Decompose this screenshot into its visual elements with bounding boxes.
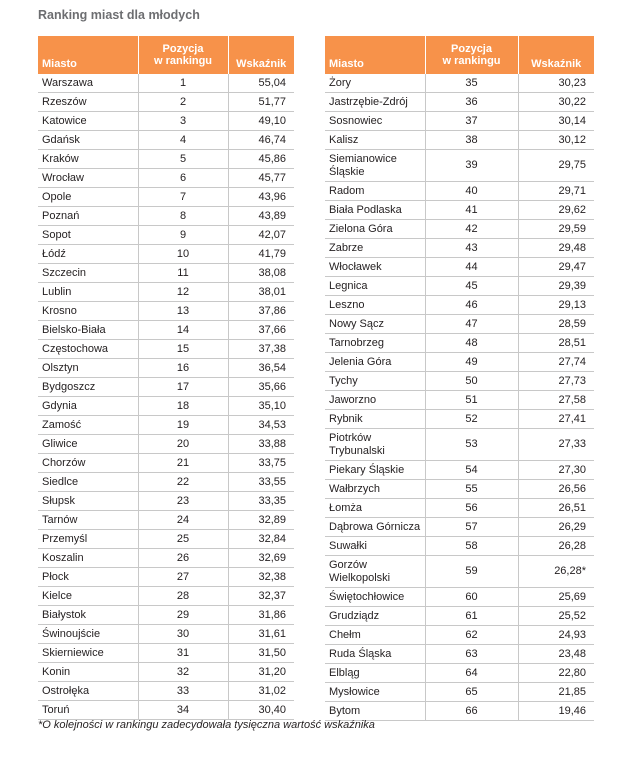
table-row: [325, 461, 594, 480]
value-cell: 29,71: [518, 182, 594, 201]
position-cell: 6: [138, 169, 228, 188]
city-cell: Świętochłowice: [325, 588, 425, 607]
city-cell: Białystok: [38, 606, 138, 625]
position-cell: 47: [425, 315, 518, 334]
position-cell: 1: [138, 74, 228, 93]
city-cell: Tarnów: [38, 511, 138, 530]
city-cell: Szczecin: [38, 264, 138, 283]
city-cell: Płock: [38, 568, 138, 587]
table-row: [38, 663, 294, 682]
value-cell: 22,80: [518, 664, 594, 683]
position-cell: 45: [425, 277, 518, 296]
table-row: [38, 625, 294, 644]
value-cell: 27,74: [518, 353, 594, 372]
city-cell: Skierniewice: [38, 644, 138, 663]
table-row: [325, 296, 594, 315]
value-cell: 26,28: [518, 537, 594, 556]
position-cell: 8: [138, 207, 228, 226]
table-row: [38, 435, 294, 454]
page-title: Ranking miast dla młodych: [38, 8, 200, 22]
position-cell: 37: [425, 112, 518, 131]
value-cell: 27,73: [518, 372, 594, 391]
city-cell: Tychy: [325, 372, 425, 391]
table-row: [38, 93, 294, 112]
position-cell: 10: [138, 245, 228, 264]
position-cell: 24: [138, 511, 228, 530]
city-cell: Kalisz: [325, 131, 425, 150]
position-cell: 43: [425, 239, 518, 258]
position-cell: 21: [138, 454, 228, 473]
table-row: [325, 664, 594, 683]
position-cell: 25: [138, 530, 228, 549]
table-row: [325, 315, 594, 334]
city-cell: Jastrzębie-Zdrój: [325, 93, 425, 112]
table-row: [325, 277, 594, 296]
city-cell: Nowy Sącz: [325, 315, 425, 334]
value-cell: 32,89: [228, 511, 294, 530]
value-cell: 32,84: [228, 530, 294, 549]
position-cell: 59: [425, 556, 518, 588]
value-cell: 27,58: [518, 391, 594, 410]
table-row: [325, 74, 594, 93]
city-cell: Żory: [325, 74, 425, 93]
column-header-position: Pozycja w rankingu: [138, 36, 228, 74]
table-row: [38, 701, 294, 720]
city-cell: Mysłowice: [325, 683, 425, 702]
position-cell: 53: [425, 429, 518, 461]
value-cell: 30,12: [518, 131, 594, 150]
position-cell: 11: [138, 264, 228, 283]
position-cell: 3: [138, 112, 228, 131]
city-cell: Biała Podlaska: [325, 201, 425, 220]
position-cell: 5: [138, 150, 228, 169]
table-row: [38, 245, 294, 264]
position-cell: 2: [138, 93, 228, 112]
table-row: [325, 131, 594, 150]
table-row: [325, 410, 594, 429]
city-cell: Zabrze: [325, 239, 425, 258]
value-cell: 33,55: [228, 473, 294, 492]
city-cell: Sosnowiec: [325, 112, 425, 131]
value-cell: 35,10: [228, 397, 294, 416]
position-cell: 26: [138, 549, 228, 568]
value-cell: 37,86: [228, 302, 294, 321]
value-cell: 30,22: [518, 93, 594, 112]
value-cell: 38,01: [228, 283, 294, 302]
table-row: [38, 283, 294, 302]
value-cell: 43,96: [228, 188, 294, 207]
value-cell: 32,37: [228, 587, 294, 606]
table-row: [325, 683, 594, 702]
table-row: [325, 391, 594, 410]
position-cell: 49: [425, 353, 518, 372]
value-cell: 36,54: [228, 359, 294, 378]
position-cell: 61: [425, 607, 518, 626]
position-cell: 65: [425, 683, 518, 702]
value-cell: 35,66: [228, 378, 294, 397]
table-row: [38, 511, 294, 530]
table-row: [325, 372, 594, 391]
value-cell: 27,33: [518, 429, 594, 461]
value-cell: 34,53: [228, 416, 294, 435]
table-row: [325, 626, 594, 645]
table-row: [325, 334, 594, 353]
table-row: [38, 226, 294, 245]
city-cell: Dąbrowa Górnicza: [325, 518, 425, 537]
city-cell: Konin: [38, 663, 138, 682]
table-row: [38, 340, 294, 359]
value-cell: 46,74: [228, 131, 294, 150]
position-cell: 39: [425, 150, 518, 182]
city-cell: Gorzów Wielkopolski: [325, 556, 425, 588]
city-cell: Wałbrzych: [325, 480, 425, 499]
position-cell: 55: [425, 480, 518, 499]
table-row: [325, 112, 594, 131]
city-cell: Kraków: [38, 150, 138, 169]
value-cell: 30,14: [518, 112, 594, 131]
position-cell: 15: [138, 340, 228, 359]
ranking-table-right: [325, 36, 594, 721]
table-header-row: [325, 36, 594, 74]
value-cell: 30,40: [228, 701, 294, 720]
position-cell: 41: [425, 201, 518, 220]
table-row: [325, 182, 594, 201]
value-cell: 24,93: [518, 626, 594, 645]
position-cell: 16: [138, 359, 228, 378]
city-cell: Katowice: [38, 112, 138, 131]
position-cell: 22: [138, 473, 228, 492]
value-cell: 30,23: [518, 74, 594, 93]
table-row: [325, 518, 594, 537]
city-cell: Radom: [325, 182, 425, 201]
position-cell: 57: [425, 518, 518, 537]
city-cell: Bielsko-Biała: [38, 321, 138, 340]
value-cell: 29,13: [518, 296, 594, 315]
value-cell: 29,47: [518, 258, 594, 277]
city-cell: Częstochowa: [38, 340, 138, 359]
city-cell: Włocławek: [325, 258, 425, 277]
city-cell: Jaworzno: [325, 391, 425, 410]
city-cell: Tarnobrzeg: [325, 334, 425, 353]
city-cell: Chełm: [325, 626, 425, 645]
position-cell: 35: [425, 74, 518, 93]
table-row: [325, 220, 594, 239]
position-cell: 28: [138, 587, 228, 606]
city-cell: Krosno: [38, 302, 138, 321]
table-row: [325, 588, 594, 607]
value-cell: 27,30: [518, 461, 594, 480]
value-cell: 26,56: [518, 480, 594, 499]
table-row: [38, 549, 294, 568]
table-row: [38, 74, 294, 93]
table-row: [325, 607, 594, 626]
value-cell: 41,79: [228, 245, 294, 264]
position-cell: 38: [425, 131, 518, 150]
table-row: [325, 93, 594, 112]
value-cell: 33,35: [228, 492, 294, 511]
position-cell: 50: [425, 372, 518, 391]
city-cell: Leszno: [325, 296, 425, 315]
city-cell: Sopot: [38, 226, 138, 245]
city-cell: Bytom: [325, 702, 425, 721]
position-cell: 44: [425, 258, 518, 277]
value-cell: 31,02: [228, 682, 294, 701]
position-cell: 56: [425, 499, 518, 518]
position-cell: 27: [138, 568, 228, 587]
city-cell: Wrocław: [38, 169, 138, 188]
city-cell: Koszalin: [38, 549, 138, 568]
position-cell: 64: [425, 664, 518, 683]
city-cell: Piekary Śląskie: [325, 461, 425, 480]
value-cell: 51,77: [228, 93, 294, 112]
city-cell: Łódź: [38, 245, 138, 264]
city-cell: Siedlce: [38, 473, 138, 492]
value-cell: 43,89: [228, 207, 294, 226]
value-cell: 19,46: [518, 702, 594, 721]
table-row: [325, 556, 594, 588]
column-header-value: Wskaźnik: [228, 36, 294, 74]
value-cell: 29,48: [518, 239, 594, 258]
column-header-city: Miasto: [325, 36, 425, 74]
city-cell: Poznań: [38, 207, 138, 226]
table-row: [38, 492, 294, 511]
value-cell: 31,86: [228, 606, 294, 625]
position-cell: 4: [138, 131, 228, 150]
table-row: [38, 568, 294, 587]
table-row: [38, 359, 294, 378]
value-cell: 32,69: [228, 549, 294, 568]
position-cell: 29: [138, 606, 228, 625]
table-row: [38, 321, 294, 340]
position-cell: 30: [138, 625, 228, 644]
city-cell: Ruda Śląska: [325, 645, 425, 664]
city-cell: Słupsk: [38, 492, 138, 511]
city-cell: Przemyśl: [38, 530, 138, 549]
position-cell: 58: [425, 537, 518, 556]
position-cell: 66: [425, 702, 518, 721]
value-cell: 28,59: [518, 315, 594, 334]
position-cell: 62: [425, 626, 518, 645]
value-cell: 33,88: [228, 435, 294, 454]
value-cell: 26,28*: [518, 556, 594, 588]
value-cell: 37,66: [228, 321, 294, 340]
city-cell: Olsztyn: [38, 359, 138, 378]
table-row: [38, 207, 294, 226]
value-cell: 25,52: [518, 607, 594, 626]
table-row: [38, 606, 294, 625]
value-cell: 45,77: [228, 169, 294, 188]
value-cell: 25,69: [518, 588, 594, 607]
table-row: [325, 150, 594, 182]
position-cell: 7: [138, 188, 228, 207]
table-row: [38, 302, 294, 321]
ranking-table-left: [38, 36, 294, 720]
position-cell: 46: [425, 296, 518, 315]
footnote: *O kolejności w rankingu zadecydowała tysięczna wartość wskaźnika: [38, 719, 375, 731]
table-header-row: [38, 36, 294, 74]
value-cell: 26,51: [518, 499, 594, 518]
position-cell: 63: [425, 645, 518, 664]
value-cell: 29,39: [518, 277, 594, 296]
table-row: [38, 416, 294, 435]
value-cell: 32,38: [228, 568, 294, 587]
value-cell: 37,38: [228, 340, 294, 359]
city-cell: Chorzów: [38, 454, 138, 473]
city-cell: Jelenia Góra: [325, 353, 425, 372]
table-row: [38, 682, 294, 701]
table-row: [38, 264, 294, 283]
table-row: [325, 537, 594, 556]
value-cell: 28,51: [518, 334, 594, 353]
position-cell: 33: [138, 682, 228, 701]
city-cell: Zamość: [38, 416, 138, 435]
table-row: [38, 378, 294, 397]
city-cell: Gdańsk: [38, 131, 138, 150]
table-row: [325, 201, 594, 220]
position-cell: 40: [425, 182, 518, 201]
city-cell: Rybnik: [325, 410, 425, 429]
value-cell: 42,07: [228, 226, 294, 245]
city-cell: Zielona Góra: [325, 220, 425, 239]
value-cell: 45,86: [228, 150, 294, 169]
city-cell: Bydgoszcz: [38, 378, 138, 397]
table-row: [38, 587, 294, 606]
city-cell: Kielce: [38, 587, 138, 606]
table-row: [38, 473, 294, 492]
position-cell: 14: [138, 321, 228, 340]
city-cell: Piotrków Trybunalski: [325, 429, 425, 461]
city-cell: Siemianowice Śląskie: [325, 150, 425, 182]
position-cell: 36: [425, 93, 518, 112]
value-cell: 55,04: [228, 74, 294, 93]
city-cell: Gdynia: [38, 397, 138, 416]
position-cell: 31: [138, 644, 228, 663]
position-cell: 17: [138, 378, 228, 397]
position-cell: 23: [138, 492, 228, 511]
table-row: [38, 150, 294, 169]
table-row: [38, 188, 294, 207]
value-cell: 27,41: [518, 410, 594, 429]
table-row: [38, 530, 294, 549]
position-cell: 34: [138, 701, 228, 720]
table-row: [325, 499, 594, 518]
value-cell: 29,62: [518, 201, 594, 220]
table-row: [325, 702, 594, 721]
city-cell: Opole: [38, 188, 138, 207]
value-cell: 29,59: [518, 220, 594, 239]
city-cell: Elbląg: [325, 664, 425, 683]
table-row: [325, 645, 594, 664]
position-cell: 51: [425, 391, 518, 410]
city-cell: Toruń: [38, 701, 138, 720]
table-row: [325, 258, 594, 277]
column-header-value: Wskaźnik: [518, 36, 594, 74]
city-cell: Gliwice: [38, 435, 138, 454]
column-header-city: Miasto: [38, 36, 138, 74]
position-cell: 48: [425, 334, 518, 353]
table-row: [325, 239, 594, 258]
position-cell: 54: [425, 461, 518, 480]
position-cell: 12: [138, 283, 228, 302]
table-row: [38, 454, 294, 473]
city-cell: Lublin: [38, 283, 138, 302]
position-cell: 42: [425, 220, 518, 239]
value-cell: 38,08: [228, 264, 294, 283]
position-cell: 19: [138, 416, 228, 435]
position-cell: 32: [138, 663, 228, 682]
value-cell: 31,61: [228, 625, 294, 644]
table-row: [325, 353, 594, 372]
position-cell: 9: [138, 226, 228, 245]
value-cell: 26,29: [518, 518, 594, 537]
table-row: [38, 644, 294, 663]
city-cell: Świnoujście: [38, 625, 138, 644]
column-header-position: Pozycja w rankingu: [425, 36, 518, 74]
value-cell: 23,48: [518, 645, 594, 664]
city-cell: Warszawa: [38, 74, 138, 93]
table-row: [38, 169, 294, 188]
table-row: [325, 429, 594, 461]
city-cell: Rzeszów: [38, 93, 138, 112]
value-cell: 33,75: [228, 454, 294, 473]
city-cell: Suwałki: [325, 537, 425, 556]
value-cell: 49,10: [228, 112, 294, 131]
position-cell: 13: [138, 302, 228, 321]
value-cell: 21,85: [518, 683, 594, 702]
city-cell: Grudziądz: [325, 607, 425, 626]
value-cell: 29,75: [518, 150, 594, 182]
city-cell: Ostrołęka: [38, 682, 138, 701]
table-row: [38, 131, 294, 150]
table-row: [38, 112, 294, 131]
position-cell: 20: [138, 435, 228, 454]
position-cell: 52: [425, 410, 518, 429]
position-cell: 18: [138, 397, 228, 416]
value-cell: 31,20: [228, 663, 294, 682]
position-cell: 60: [425, 588, 518, 607]
value-cell: 31,50: [228, 644, 294, 663]
city-cell: Łomża: [325, 499, 425, 518]
table-row: [38, 397, 294, 416]
city-cell: Legnica: [325, 277, 425, 296]
table-row: [325, 480, 594, 499]
